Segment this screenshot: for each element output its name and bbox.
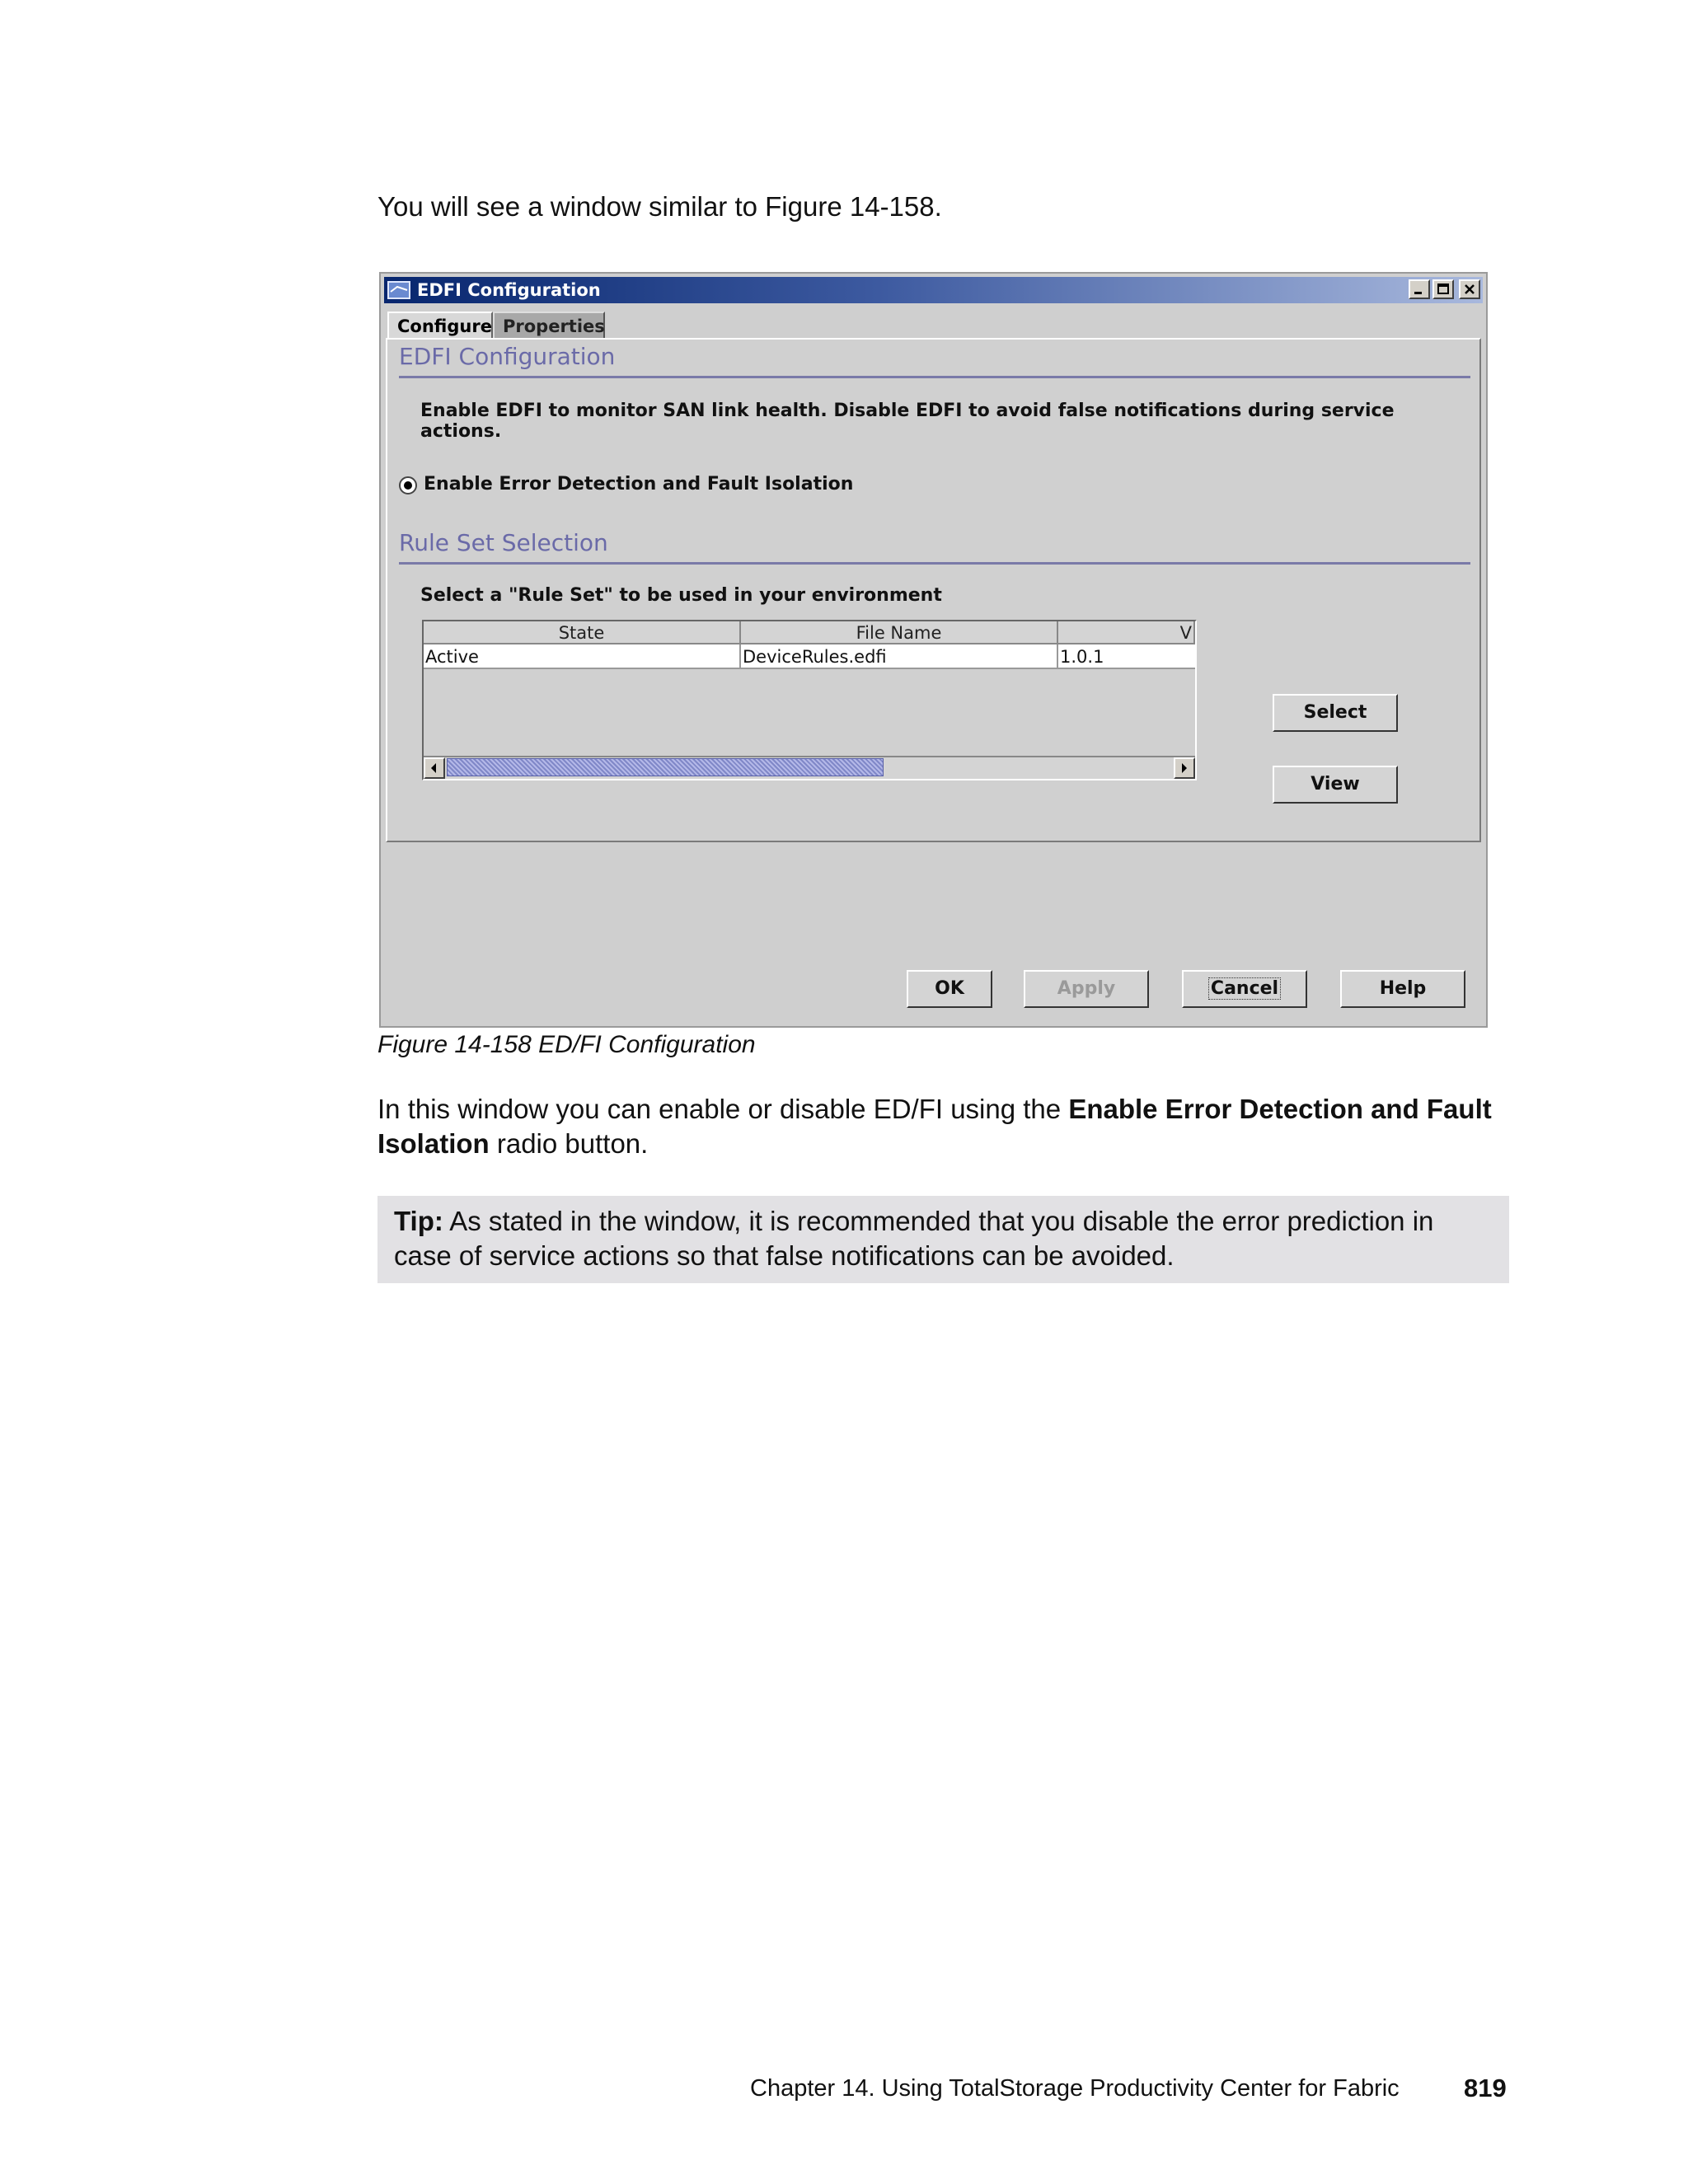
view-button[interactable]: View: [1273, 766, 1398, 804]
table-cell-file-name[interactable]: DeviceRules.edfi: [741, 644, 1058, 669]
scroll-left-icon[interactable]: [424, 757, 445, 779]
cancel-button-label: Cancel: [1208, 977, 1281, 1000]
table-cell-version[interactable]: 1.0.1: [1058, 644, 1195, 669]
scroll-right-icon[interactable]: [1174, 757, 1195, 779]
enable-edfi-radio-label[interactable]: Enable Error Detection and Fault Isolation: [424, 474, 854, 494]
tip-body: As stated in the window, it is recommended that you disable the error prediction in case of service actions so that false notifications can be avoided.: [394, 1206, 1434, 1271]
intro-text: You will see a window similar to Figure 14-158.: [377, 191, 942, 222]
scrollbar-thumb[interactable]: [447, 758, 884, 776]
rule-set-table: [422, 620, 1197, 780]
close-icon[interactable]: [1459, 279, 1480, 299]
column-header-state[interactable]: State: [424, 621, 741, 644]
rule-set-section-title: Rule Set Selection: [399, 529, 608, 556]
footer-chapter: Chapter 14. Using TotalStorage Productivity Center for Fabric: [750, 2075, 1400, 2102]
maximize-icon[interactable]: [1432, 279, 1454, 299]
body-paragraph: [377, 1092, 1507, 1161]
paragraph-text: In this window you can enable or disable ED/FI using the: [377, 1094, 1069, 1124]
edfi-configuration-window: [379, 272, 1488, 1028]
app-icon: [387, 280, 410, 300]
configure-panel: [386, 338, 1481, 842]
figure-caption: Figure 14-158 ED/FI Configuration: [377, 1031, 756, 1058]
tab-properties[interactable]: Properties: [493, 312, 605, 338]
page-number: 819: [1464, 2074, 1507, 2102]
edfi-description: Enable EDFI to monitor SAN link health. Disable EDFI to avoid false notifications during service actions.: [420, 401, 1395, 442]
section-divider: [399, 562, 1470, 565]
table-cell-state[interactable]: Active: [424, 644, 741, 669]
apply-button[interactable]: Apply: [1024, 970, 1149, 1008]
cancel-button[interactable]: [1182, 970, 1307, 1008]
minimize-icon[interactable]: [1409, 279, 1430, 299]
window-title: EDFI Configuration: [417, 280, 601, 300]
select-button[interactable]: Select: [1273, 694, 1398, 732]
tip-label: Tip:: [394, 1206, 443, 1236]
tip-text: [394, 1204, 1490, 1273]
paragraph-bold: Enable Error Detection and Fault Isolation: [377, 1094, 1492, 1159]
enable-edfi-radio[interactable]: [399, 476, 417, 494]
column-header-file-name[interactable]: File Name: [741, 621, 1058, 644]
ok-button[interactable]: OK: [907, 970, 992, 1008]
edfi-section-title: EDFI Configuration: [399, 343, 616, 370]
tab-configure[interactable]: Configure: [387, 312, 493, 338]
horizontal-scrollbar[interactable]: [424, 756, 1195, 779]
rule-set-instruction: Select a "Rule Set" to be used in your environment: [420, 585, 942, 606]
section-divider: [399, 376, 1470, 378]
tip-box: [377, 1196, 1509, 1283]
paragraph-text-end: radio button.: [489, 1128, 649, 1159]
help-button[interactable]: Help: [1340, 970, 1465, 1008]
column-header-version[interactable]: V: [1058, 621, 1195, 644]
window-titlebar[interactable]: [384, 277, 1483, 303]
